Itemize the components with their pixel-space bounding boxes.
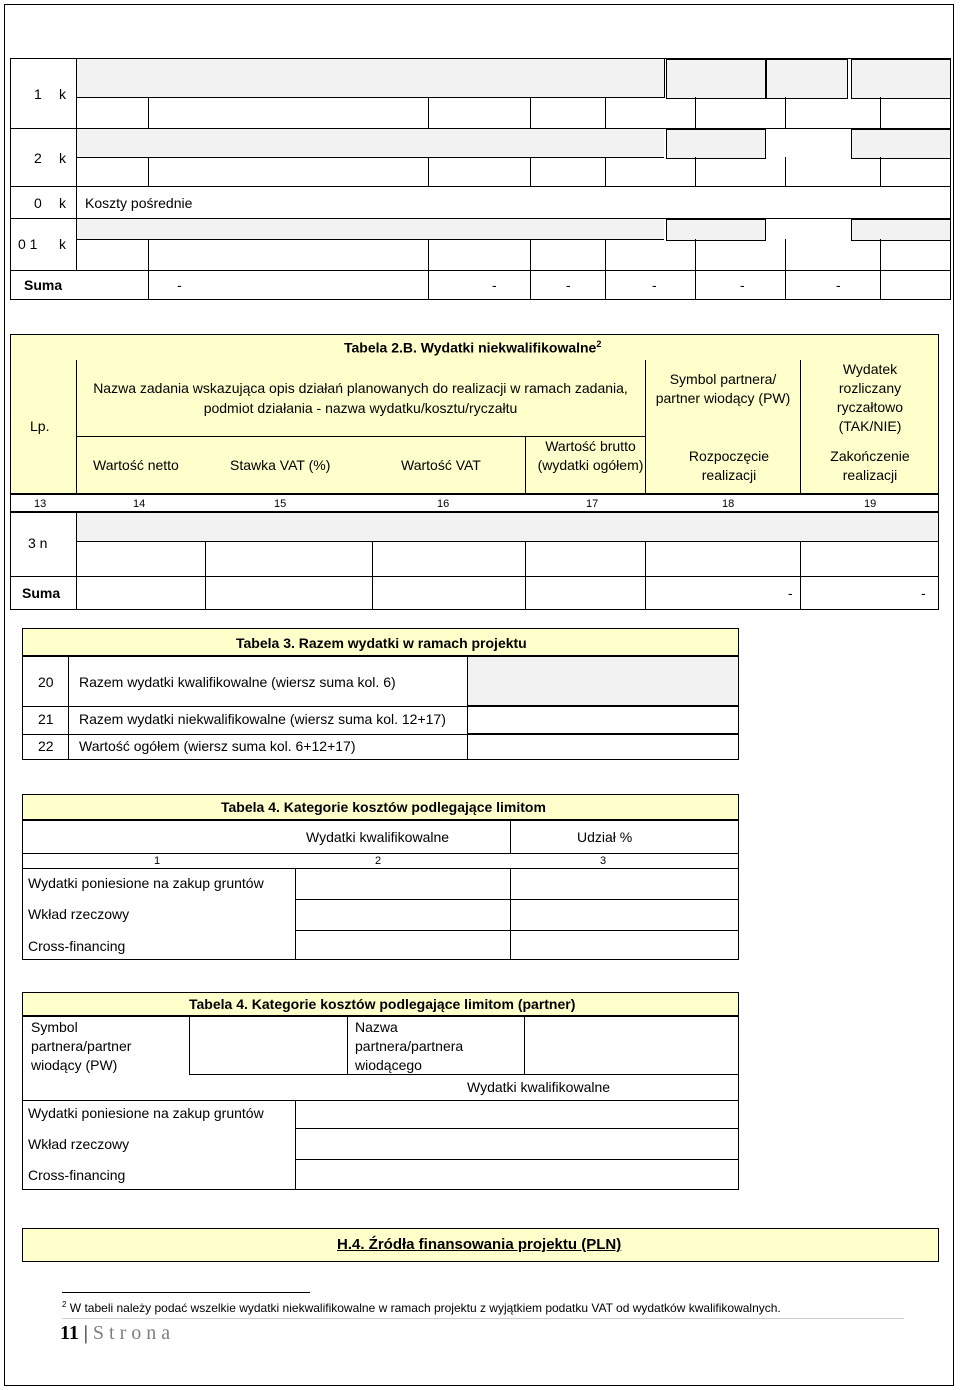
page-number: 11 bbox=[60, 1322, 79, 1344]
suma-value: - bbox=[492, 277, 497, 293]
row-label: Cross-financing bbox=[28, 938, 126, 954]
suma-value: - bbox=[921, 585, 926, 601]
table-title: Tabela 3. Razem wydatki w ramach projektu bbox=[236, 635, 527, 651]
col-number: 14 bbox=[133, 498, 146, 510]
row-label: Wkład rzeczowy bbox=[28, 906, 130, 922]
row-type: k bbox=[59, 236, 66, 252]
footer-rule bbox=[62, 1318, 904, 1319]
symbol-header: Symbol partnera/partner wiodący (PW) bbox=[31, 1019, 132, 1073]
col-header: Wydatki kwalifikowalne bbox=[467, 1079, 611, 1095]
row-number: 20 bbox=[38, 674, 54, 690]
row-label: Cross-financing bbox=[28, 1167, 126, 1183]
name-header: Nazwa zadania wskazująca opis działań planowanych do realizacji w ramach zadania, podmiot działania - nazwa wydatku/kosztu/ryczałtu bbox=[93, 380, 628, 416]
netto-header: Wartość netto bbox=[93, 457, 179, 473]
brutto-header: Wartość brutto (wydatki ogółem) bbox=[537, 438, 644, 473]
symbol-header: Symbol partnera/ partner wiodący (PW) bbox=[655, 371, 791, 406]
col-number: 17 bbox=[586, 498, 599, 510]
row-lp: 3 n bbox=[28, 535, 48, 551]
col-number: 15 bbox=[274, 498, 287, 510]
footnote-rule bbox=[62, 1292, 310, 1293]
row-name: Koszty pośrednie bbox=[85, 195, 193, 211]
suma-value: - bbox=[836, 277, 841, 293]
page-separator: | bbox=[83, 1322, 88, 1344]
table-title: Tabela 4. Kategorie kosztów podlegające limitom bbox=[221, 799, 546, 815]
start-header: Rozpoczęcie realizacji bbox=[688, 448, 770, 483]
row-lp: 1 bbox=[34, 86, 42, 102]
row-lp: 0 bbox=[34, 195, 42, 211]
section-title: H.4. Źródła finansowania projektu (PLN) bbox=[337, 1236, 622, 1253]
lp-header: Lp. bbox=[30, 418, 50, 434]
col-number: 2 bbox=[375, 855, 382, 867]
suma-value: - bbox=[177, 277, 182, 293]
row-type: k bbox=[59, 150, 66, 166]
row-number: 22 bbox=[38, 738, 54, 754]
suma-value: - bbox=[566, 277, 571, 293]
footnote-marker: 2 bbox=[62, 1300, 67, 1309]
col-number: 19 bbox=[864, 498, 877, 510]
footnote-text: W tabeli należy podać wszelkie wydatki niekwalifikowalne w ramach projektu z wyjątkiem podatku VAT od wydatków kwalifikowalnych. bbox=[69, 1301, 781, 1315]
row-label: Razem wydatki niekwalifikowalne (wiersz suma kol. 12+17) bbox=[79, 711, 446, 727]
page-label: S t r o n a bbox=[92, 1322, 171, 1344]
row-number: 21 bbox=[38, 711, 54, 727]
col-number: 1 bbox=[154, 855, 161, 867]
row-label: Wkład rzeczowy bbox=[28, 1136, 130, 1152]
suma-label: Suma bbox=[22, 585, 61, 601]
row-label: Razem wydatki kwalifikowalne (wiersz suma kol. 6) bbox=[79, 674, 396, 690]
col-number: 13 bbox=[34, 498, 47, 510]
col-number: 16 bbox=[437, 498, 450, 510]
nazwa-header: Nazwa partnera/partnera wiodącego bbox=[355, 1019, 464, 1073]
row-type: k bbox=[59, 86, 66, 102]
suma-value: - bbox=[788, 585, 793, 601]
suma-value: - bbox=[740, 277, 745, 293]
col-number: 18 bbox=[722, 498, 735, 510]
row-label: Wartość ogółem (wiersz suma kol. 6+12+17) bbox=[79, 738, 356, 754]
suma-label: Suma bbox=[24, 277, 63, 293]
table-title: Tabela 4. Kategorie kosztów podlegające limitom (partner) bbox=[189, 996, 576, 1012]
footnote bbox=[62, 1300, 781, 1315]
vat-header: Wartość VAT bbox=[401, 457, 481, 473]
suma-value: - bbox=[652, 277, 657, 293]
table-title: Tabela 2.B. Wydatki niekwalifikowalne$^2$ bbox=[344, 339, 602, 356]
row-type: k bbox=[59, 195, 66, 211]
page-footer bbox=[60, 1322, 170, 1345]
col-header: Wydatki kwalifikowalne bbox=[306, 829, 450, 845]
ryczalt-header: Wydatek rozliczany ryczałtowo (TAK/NIE) bbox=[836, 361, 904, 434]
end-header: Zakończenie realizacji bbox=[830, 448, 910, 483]
row-label: Wydatki poniesione na zakup gruntów bbox=[28, 1105, 264, 1121]
row-lp: 0 1 bbox=[18, 236, 38, 252]
row-label: Wydatki poniesione na zakup gruntów bbox=[28, 875, 264, 891]
row-lp: 2 bbox=[34, 150, 42, 166]
vat-rate-header: Stawka VAT (%) bbox=[230, 457, 331, 473]
col-number: 3 bbox=[600, 855, 607, 867]
col-header: Udział % bbox=[577, 829, 633, 845]
